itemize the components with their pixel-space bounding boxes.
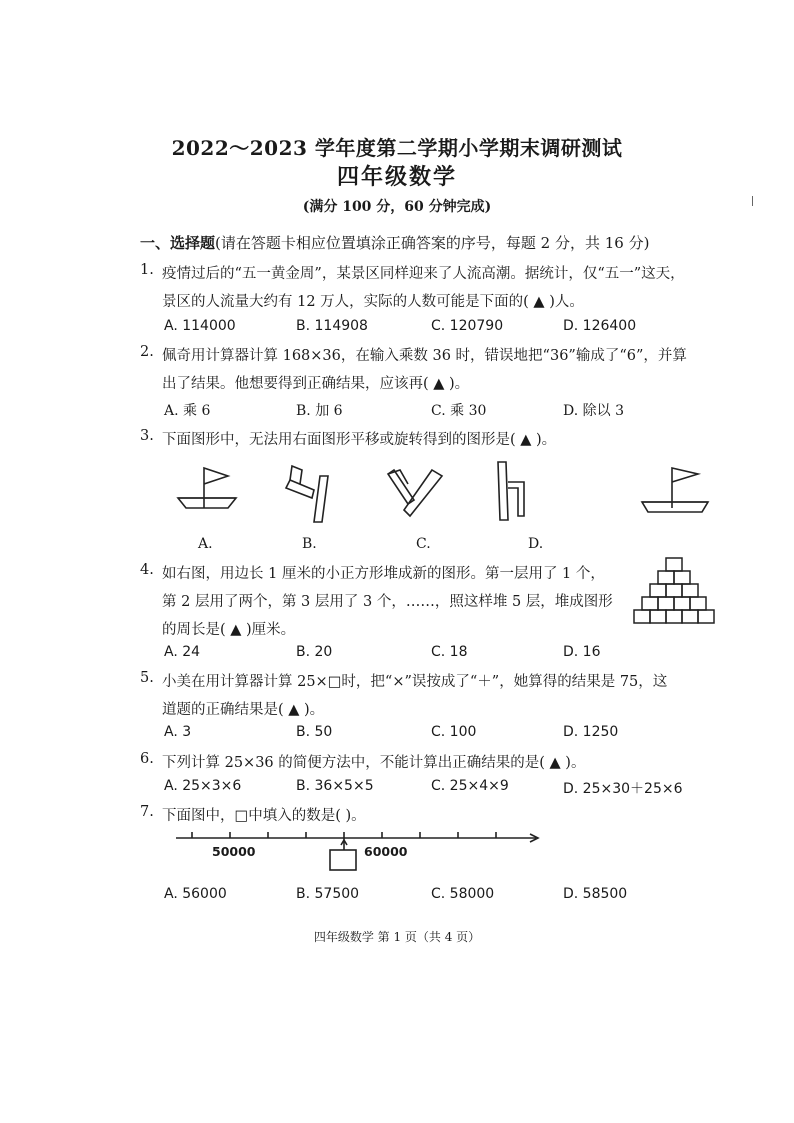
shape-label-a: A. [198,536,213,552]
question-text-line: 的周长是( ▲ )厘米。 [162,622,296,638]
rotated-shape-c [384,462,448,522]
exam-subtitle: 四年级数学 [336,164,457,190]
question-text-line: 道题的正确结果是( ▲ )。 [162,702,325,718]
square-pyramid-figure [632,556,718,626]
option-c: C. 58000 [431,886,495,902]
question-number: 2. [140,344,154,360]
option-d: D. 58500 [563,886,628,902]
question-text-line: 下面图形中，无法用右面图形平移或旋转得到的图形是( ▲ )。 [162,432,557,448]
question-text-line: 下列计算 25×36 的简便方法中，不能计算出正确结果的是( ▲ )。 [162,755,586,771]
question-text-line: 下面图中，□中填入的数是( )。 [162,808,366,824]
option-d: D. 除以 3 [563,403,624,419]
option-a: A. 114000 [164,318,236,334]
option-a: A. 25×3×6 [164,778,242,794]
number-line-label-60000: 60000 [364,844,408,859]
exam-title: 2022～2023 学年度第二学期小学期末调研测试 [171,136,623,160]
section-title: 一、选择题 [140,234,216,252]
question-text-line: 佩奇用计算器计算 168×36，在输入乘数 36 时，错误地把“36”输成了“6”，并算 [162,348,687,364]
shape-label-b: B. [302,536,317,552]
reference-boat-shape [638,462,710,518]
option-c: C. 25×4×9 [431,778,509,794]
question-number: 3. [140,428,154,444]
option-d: D. 16 [563,644,601,660]
option-b: B. 114908 [296,318,368,334]
exam-score-note: (满分 100 分，60 分钟完成) [302,199,492,215]
option-d: D. 25×30＋25×6 [563,781,683,797]
option-b: B. 20 [296,644,333,660]
option-b: B. 加 6 [296,403,343,419]
question-text-line: 景区的人流量大约有 12 万人，实际的人数可能是下面的( ▲ )人。 [162,294,584,310]
question-text-line: 第 2 层用了两个，第 3 层用了 3 个，……，照这样堆 5 层，堆成图形 [162,594,613,610]
shape-label-d: D. [528,536,544,552]
option-b: B. 36×5×5 [296,778,374,794]
option-b: B. 50 [296,724,333,740]
number-line-label-50000: 50000 [212,844,256,859]
rotated-shape-d [494,458,544,524]
rotated-shape-b [282,462,338,524]
option-a: A. 乘 6 [164,403,211,419]
option-b: B. 57500 [296,886,360,902]
question-text-line: 出了结果。他想要得到正确结果，应该再( ▲ )。 [162,376,470,392]
option-a: A. 3 [164,724,192,740]
option-c: C. 18 [431,644,468,660]
question-number: 4. [140,562,154,578]
option-c: C. 乘 30 [431,403,487,419]
option-c: C. 120790 [431,318,504,334]
question-number: 6. [140,751,154,767]
scan-speck [752,196,753,206]
option-a: A. 56000 [164,886,227,902]
section-instruction: (请在答题卡相应位置填涂正确答案的序号，每题 2 分，共 16 分) [215,234,650,252]
option-a: A. 24 [164,644,201,660]
option-d: D. 1250 [563,724,619,740]
page-footer: 四年级数学 第 1 页（共 4 页） [313,930,481,944]
question-number: 1. [140,262,154,278]
question-number: 7. [140,804,154,820]
question-text-line: 如右图，用边长 1 厘米的小正方形堆成新的图形。第一层用了 1 个， [162,566,605,582]
section-heading [140,232,649,253]
question-text-line: 小美在用计算器计算 25×□时，把“×”误按成了“＋”，她算得的结果是 75，这 [162,674,668,690]
option-d: D. 126400 [563,318,637,334]
shape-label-c: C. [416,536,431,552]
question-text-line: 疫情过后的“五一黄金周”，某景区同样迎来了人流高潮。据统计，仅“五一”这天， [162,266,685,282]
question-number: 5. [140,670,154,686]
boat-shape-a [174,462,238,516]
option-c: C. 100 [431,724,477,740]
